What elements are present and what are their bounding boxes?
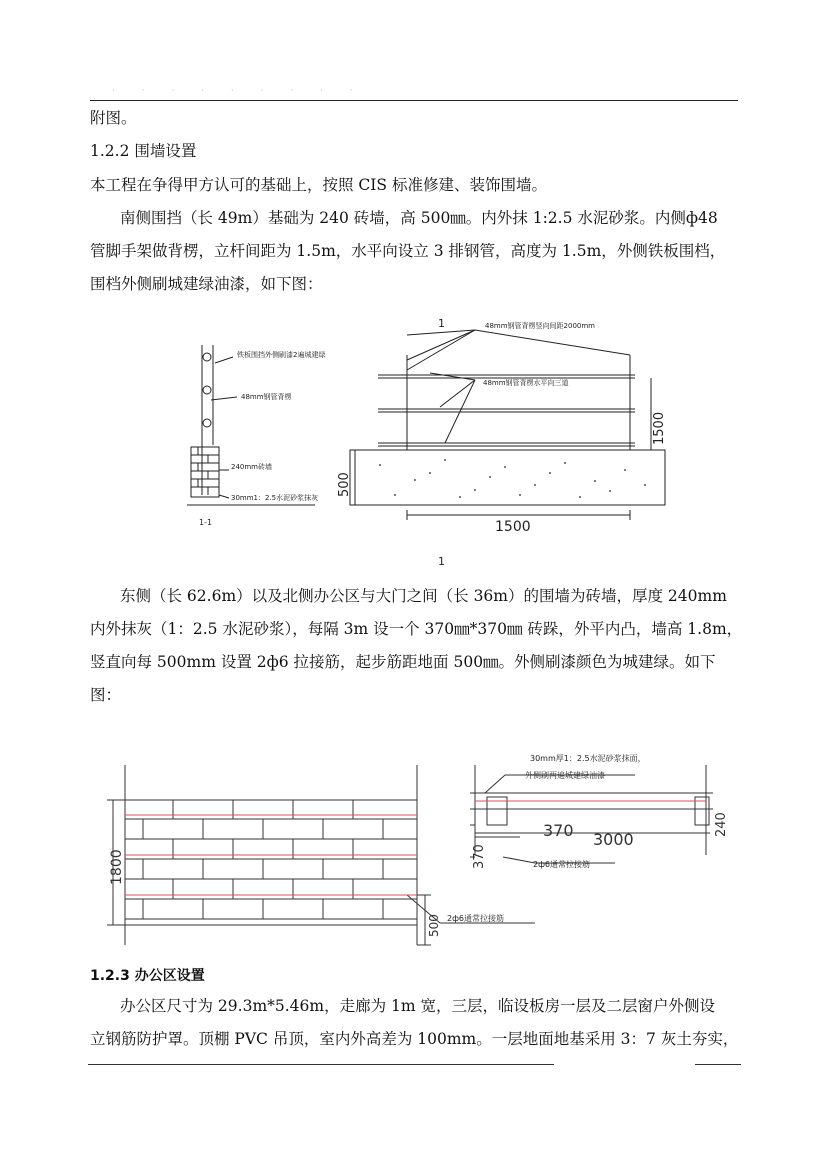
text-line-4: 南侧围挡（长 49m）基础为 240 砖墙，高 500㎜。内外抹 1:2.5 水泥砂浆。内侧ф48 <box>120 209 718 227</box>
footer-rule-right <box>695 1064 741 1065</box>
label-plaster: 30mm1：2.5水泥砂浆抹灰 <box>231 494 319 502</box>
text-line-8: 内外抹灰（1：2.5 水泥砂浆），每隔 3m 设一个 370㎜*370㎜ 砖跺，外平内凸，墙高 1.8m， <box>90 620 743 638</box>
dim-1800: 1800 <box>109 849 125 885</box>
text-line-1: 附图。 <box>90 109 137 127</box>
text-line-9: 竖直向每 500mm 设置 2ф6 拉接筋，起步筋距地面 500㎜。外侧刷漆颜色为城建绿。如下 <box>90 653 716 671</box>
section-heading-1-2-3: 1.2.3 办公区设置 <box>90 968 205 984</box>
dim-240: 240 <box>714 812 729 837</box>
footer-rule-left <box>88 1064 554 1065</box>
label-plate: 铁板围挡外侧刷漆2遍城建绿 <box>237 351 326 359</box>
dim-500: 500 <box>337 472 352 497</box>
label-plaster-1: 30mm厚1：2.5水泥砂浆抹面， <box>530 754 646 763</box>
label-horizontal: 48mm钢管背楞水平向三道 <box>483 379 569 387</box>
section-mark-top: 1 <box>438 317 445 330</box>
header-rule <box>90 100 738 101</box>
figure-brick-wall <box>95 745 740 955</box>
text-line-13: 立钢筋防护罩。顶棚 PVC 吊顶，室内外高差为 100mm。一层地面地基采用 3：7 灰土夯实， <box>90 1030 739 1048</box>
dim-370-v: 370 <box>472 844 487 869</box>
text-line-3: 本工程在争得甲方认可的基础上，按照 CIS 标准修建、装饰围墙。 <box>90 176 547 194</box>
label-rebar-2: 2ф6通常拉接筋 <box>533 860 591 869</box>
dim-370-h: 370 <box>543 821 574 840</box>
section-heading-1-2-2: 1.2.2 围墙设置 <box>90 142 197 160</box>
label-pipe-back: 48mm钢管背楞 <box>241 393 292 401</box>
label-rebar: 2ф6通常拉接筋 <box>447 914 505 923</box>
text-line-7: 东侧（长 62.6m）以及北侧办公区与大门之间（长 36m）的围墙为砖墙，厚度 240mm <box>120 587 727 605</box>
section-mark-bottom: 1 <box>438 555 445 568</box>
figure-south-fence <box>185 305 675 570</box>
dim-1500-h: 1500 <box>495 519 531 535</box>
dim-3000: 3000 <box>593 830 634 849</box>
header-marks: · · · · · · · · · <box>112 86 365 96</box>
section-label: 1-1 <box>199 518 213 527</box>
label-plaster-2: 外侧刷两遍城建绿油漆 <box>525 771 605 780</box>
text-line-10: 图： <box>90 686 122 704</box>
text-line-5: 管脚手架做背楞，立杆间距为 1.5m，水平向设立 3 排钢管，高度为 1.5m，外侧铁板围档， <box>90 242 726 260</box>
dim-1500-v: 1500 <box>652 411 667 445</box>
label-vertical: 48mm钢管背楞竖向间距2000mm <box>485 322 595 330</box>
text-line-12: 办公区尺寸为 29.3m*5.46m，走廊为 1m 宽，三层，临设板房一层及二层窗户外侧设 <box>120 997 716 1015</box>
dim-500-wall: 500 <box>427 914 441 937</box>
label-brick: 240mm砖墙 <box>231 463 272 471</box>
text-line-6: 围档外侧刷城建绿油漆，如下图： <box>90 275 323 293</box>
